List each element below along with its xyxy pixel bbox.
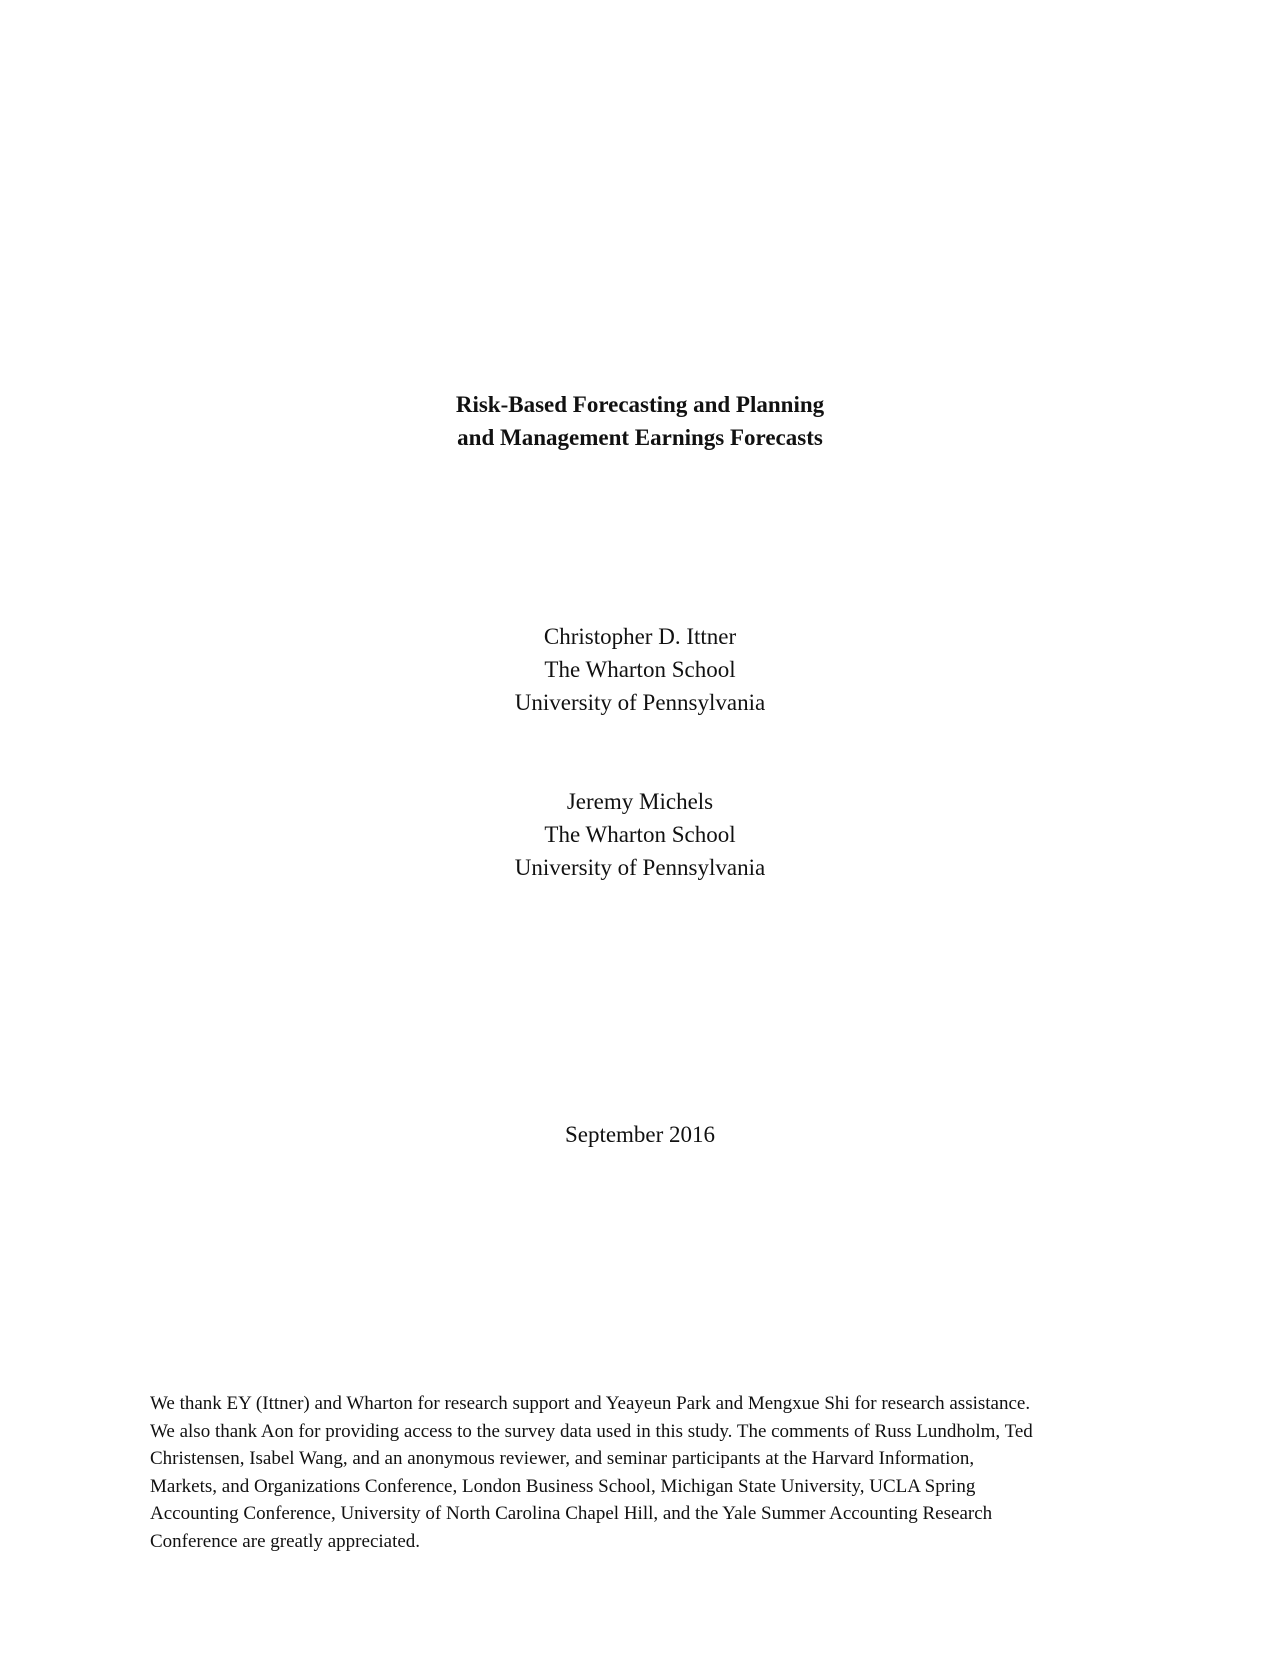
- author-name: Christopher D. Ittner: [543, 624, 737, 649]
- author-university: University of Pennsylvania: [514, 690, 766, 715]
- author-name: Jeremy Michels: [566, 789, 714, 814]
- author-university: University of Pennsylvania: [514, 855, 766, 880]
- author-block-1: [0, 620, 1280, 719]
- author-school: The Wharton School: [544, 657, 736, 682]
- acknowledgement-line: Markets, and Organizations Conference, London Business School, Michigan State University, UCLA Spring: [150, 1475, 976, 1497]
- title-line-1: Risk-Based Forecasting and Planning: [455, 392, 825, 417]
- acknowledgement-line: Christensen, Isabel Wang, and an anonymous reviewer, and seminar participants at the Harvard Information,: [150, 1448, 975, 1470]
- acknowledgement-line: We also thank Aon for providing access to the survey data used in this study. The comments of Russ Lundholm, Ted: [150, 1420, 1033, 1442]
- author-school: The Wharton School: [544, 822, 736, 847]
- acknowledgement-line: We thank EY (Ittner) and Wharton for research support and Yeayeun Park and Mengxue Shi for research assistance.: [150, 1393, 1031, 1414]
- paper-title: [0, 388, 1280, 454]
- paper-date: September 2016: [564, 1122, 716, 1147]
- author-block-2: [0, 785, 1280, 884]
- title-line-2: and Management Earnings Forecasts: [457, 425, 823, 450]
- acknowledgement-line: Conference are greatly appreciated.: [150, 1530, 421, 1552]
- acknowledgement-footnote: [150, 1390, 1140, 1556]
- acknowledgement-line: Accounting Conference, University of North Carolina Chapel Hill, and the Yale Summer Accounting Research: [150, 1503, 993, 1525]
